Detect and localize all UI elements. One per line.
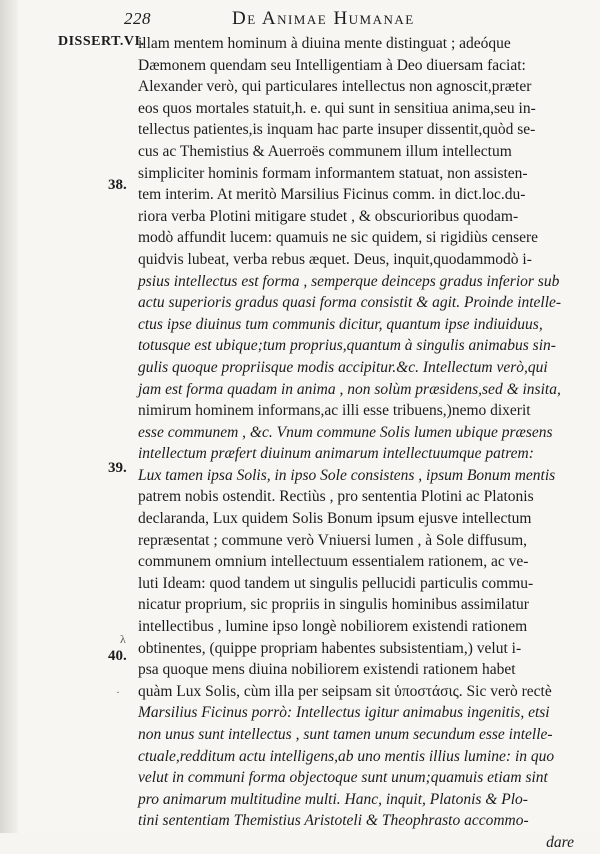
text-line: pro animarum multitudine multi. Hanc, inquit, Platonis & Plo- [138, 790, 528, 808]
text-line: gulis quoque propriisque modis accipitur.&c. Intellectum verò,qui [138, 358, 548, 376]
text-line: jam est forma quadam in anima , non solùm præsidens,sed & insita, [138, 380, 561, 398]
text-line: ctuale,redditum actu intelligens,ab uno mentis illius lumine: in quo [138, 747, 555, 765]
running-title: De Animae Humanae [232, 8, 415, 29]
text-line: tini sententiam Themistius Aristoteli & Theophrasto accommo- [138, 812, 529, 830]
text-line: quidvis lubeat, verba rebus æquet. Deus, inquit,quodammodò i- [138, 250, 532, 268]
text-line: modò affundit lucem: quamuis ne sic quidem, si rigidiùs censere [138, 229, 539, 247]
text-line: declaranda, Lux quidem Solis Bonum ipsum ejusve intellectum [138, 510, 532, 528]
section-label: DISSERT.VI. [58, 34, 145, 49]
page-gutter-shadow [0, 0, 18, 833]
text-line: nimirum hominem informans,ac illi esse tribuens,)nemo dixerit [138, 402, 531, 420]
text-line: psius intellectus est forma , semperque deinceps gradus inferior sub [138, 272, 560, 290]
text-line: luti Ideam: quod tandem ut singulis pellucidi particulis commu- [138, 574, 534, 592]
text-line: cus ac Themistius & Auerroës communem illum intellectum [138, 142, 512, 160]
text-line: obtinentes, (quippe propriam habentes subsistentiam,) velut i- [138, 639, 522, 657]
text-line: intellectibus , lumine ipso longè nobiliorem existendi rationem [138, 618, 528, 636]
text-line: actu superioris gradus quasi forma consistit & agit. Proinde intelle- [138, 294, 562, 312]
body-text [138, 33, 574, 854]
text-line: Alexander verò, qui particulares intellectus non agnoscit,præter [138, 78, 532, 96]
text-line: totusque est ubique;tum proprius,quantum à singulis animabus sin- [138, 337, 556, 355]
text-line: tellectus patientes,is inquam hac parte insuper dissentit,quòd se- [138, 121, 536, 139]
margin-number-39: 39. [108, 460, 127, 476]
text-line: repræsentat ; commune verò Vniuersi lumen , à Sole diffusum, [138, 531, 528, 549]
margin-mark: · [116, 685, 120, 699]
margin-number-38: 38. [108, 177, 127, 193]
text-line: Marsilius Ficinus porrò: Intellectus igitur animabus ingenitis, etsi [138, 704, 550, 722]
text-line: velut in communi forma objectoque sunt unum;quamuis etiam sint [138, 769, 548, 787]
catchword: dare [546, 833, 574, 851]
margin-number-40: 40. [108, 648, 127, 664]
text-line: patrem nobis ostendit. Rectiùs , pro sententia Plotini ac Platonis [138, 488, 534, 506]
text-line: tem interim. At meritò Marsilius Ficinus comm. in dict.loc.du- [138, 186, 526, 204]
text-line: ctus ipse diuinus tum communis dicitur, quantum ipse indiuiduus, [138, 315, 543, 333]
text-line: quàm Lux Solis, cùm illa per seipsam sit ὑποστάσις. Sic verò rectè [138, 682, 552, 700]
text-line: non unus sunt intellectus , sunt tamen unum secundum esse intelle- [138, 726, 553, 743]
text-line: nicatur proprium, sic propriis in singulis hominibus assimilatur [138, 596, 529, 614]
text-line: riora verba Plotini mitigare studet , & obscurioribus quodam- [138, 207, 519, 225]
text-line: communem omnium intellectuum essentialem rationem, ac ve- [138, 553, 529, 571]
text-line: psa quoque mens diuina nobiliorem existendi rationem habet [138, 661, 516, 679]
text-line: illam mentem hominum à diuina mente distinguat ; adeóque [138, 35, 511, 52]
text-line: intellectum præfert diuinum animarum intellectuumque patrem: [138, 445, 534, 463]
text-line: esse communem , &c. Vnum commune Solis lumen ubique præsens [138, 423, 553, 441]
text-line: Dæmonem quendam seu Intelligentiam à Deo diuersam faciat: [138, 56, 526, 74]
page-number: 228 [124, 9, 151, 28]
margin-mark: λ [120, 632, 126, 646]
text-line: Lux tamen ipsa Solis, in ipso Sole consistens , ipsum Bonum mentis [138, 466, 556, 484]
text-line: simpliciter hominis formam informantem statuat, non assisten- [138, 164, 528, 182]
text-line: eos quos mortales statuit,h. e. qui sunt in sensitiua anima,seu in- [138, 99, 536, 117]
